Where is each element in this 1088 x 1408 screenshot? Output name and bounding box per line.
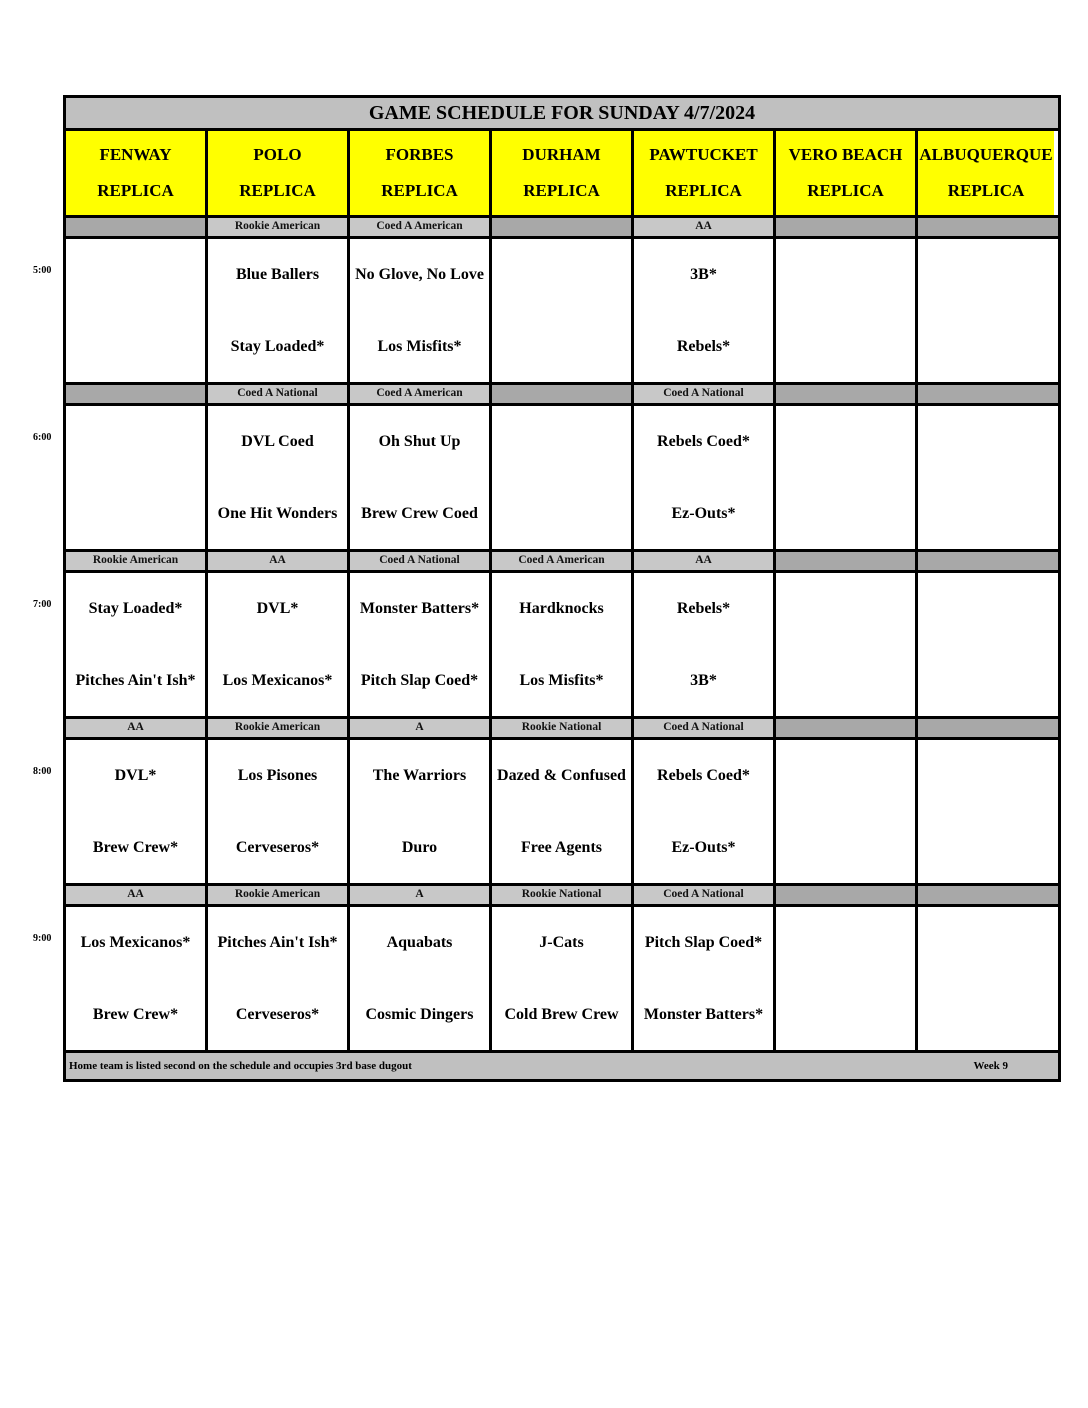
division-label xyxy=(492,218,634,236)
away-team xyxy=(918,253,1054,297)
field-name: VERO BEACH xyxy=(788,145,903,164)
division-label xyxy=(776,218,918,236)
home-team: Duro xyxy=(401,839,438,856)
time-label: 7:00 xyxy=(33,599,52,610)
division-label: Coed A National xyxy=(634,385,776,403)
game-cell xyxy=(492,406,634,549)
home-team xyxy=(776,502,915,526)
game-cell xyxy=(776,239,918,382)
field-name: ALBUQUERQUE xyxy=(919,145,1053,164)
division-label: Coed A American xyxy=(492,552,634,570)
away-team: DVL* xyxy=(114,767,157,784)
away-team: DVL Coed xyxy=(241,433,314,450)
home-team: Brew Crew* xyxy=(92,839,179,856)
home-team xyxy=(66,335,205,359)
game-cell xyxy=(492,740,634,883)
schedule-title: GAME SCHEDULE FOR SUNDAY 4/7/2024 xyxy=(66,98,1058,131)
home-team: Los Mexicanos* xyxy=(222,672,333,689)
home-team: Brew Crew* xyxy=(92,1006,179,1023)
division-label xyxy=(776,719,918,737)
away-team: 3B* xyxy=(690,266,717,283)
field-name: DURHAM xyxy=(522,145,601,164)
schedule-table xyxy=(63,95,1061,1082)
division-row xyxy=(66,552,1058,573)
home-team: Pitches Ain't Ish* xyxy=(75,672,196,689)
away-team xyxy=(776,587,915,631)
home-team xyxy=(776,335,915,359)
away-team xyxy=(918,587,1054,631)
away-team: Pitch Slap Coed* xyxy=(644,934,763,951)
away-team xyxy=(492,253,631,297)
game-cell xyxy=(776,406,918,549)
away-team xyxy=(66,253,205,297)
division-label: Rookie American xyxy=(66,552,208,570)
game-cell xyxy=(350,907,492,1050)
game-cell xyxy=(776,907,918,1050)
home-team: Pitch Slap Coed* xyxy=(360,672,479,689)
game-cell xyxy=(918,573,1054,716)
division-label: Coed A American xyxy=(350,218,492,236)
division-label: Coed A American xyxy=(350,385,492,403)
game-cell xyxy=(634,573,776,716)
away-team: Oh Shut Up xyxy=(378,433,461,450)
field-sub: REPLICA xyxy=(947,181,1025,200)
division-label: Coed A National xyxy=(350,552,492,570)
game-cell xyxy=(492,907,634,1050)
game-cell xyxy=(66,740,208,883)
game-cell xyxy=(66,907,208,1050)
division-row xyxy=(66,886,1058,907)
field-header-polo xyxy=(208,131,350,215)
home-team xyxy=(776,836,915,860)
division-label: Coed A National xyxy=(634,886,776,904)
game-cell xyxy=(634,740,776,883)
away-team: Rebels Coed* xyxy=(657,767,750,784)
game-cell xyxy=(776,573,918,716)
home-team: Ez-Outs* xyxy=(671,505,736,522)
game-cell xyxy=(492,239,634,382)
field-header-albuquerque xyxy=(918,131,1054,215)
division-label: Rookie National xyxy=(492,886,634,904)
division-label: Rookie American xyxy=(208,719,350,737)
away-team: Dazed & Confused xyxy=(497,767,626,784)
field-sub: REPLICA xyxy=(523,181,600,200)
division-label: Rookie American xyxy=(208,218,350,236)
away-team: Stay Loaded* xyxy=(88,600,183,617)
division-label xyxy=(918,218,1054,236)
division-row xyxy=(66,385,1058,406)
game-cell xyxy=(66,406,208,549)
game-cell xyxy=(918,406,1054,549)
home-team-note: Home team is listed second on the schedule and occupies 3rd base dugout xyxy=(69,1060,412,1072)
division-label xyxy=(918,886,1054,904)
home-team xyxy=(918,669,1054,693)
game-row xyxy=(66,406,1058,552)
away-team: Los Pisones xyxy=(237,767,318,784)
home-team: 3B* xyxy=(690,672,717,689)
game-cell xyxy=(350,573,492,716)
division-row xyxy=(66,719,1058,740)
schedule-footer xyxy=(66,1053,1058,1079)
home-team xyxy=(776,1003,915,1027)
away-team xyxy=(776,253,915,297)
division-label: AA xyxy=(634,552,776,570)
away-team: J-Cats xyxy=(539,934,584,951)
division-label: Coed A National xyxy=(634,719,776,737)
field-name: FENWAY xyxy=(99,145,172,164)
time-label: 8:00 xyxy=(33,766,52,777)
division-label xyxy=(66,218,208,236)
field-name: POLO xyxy=(253,145,302,164)
field-name: PAWTUCKET xyxy=(649,145,758,164)
away-team: Rebels* xyxy=(676,600,731,617)
game-cell xyxy=(634,406,776,549)
home-team: Los Misfits* xyxy=(377,338,462,355)
home-team xyxy=(918,836,1054,860)
home-team: Ez-Outs* xyxy=(671,839,736,856)
home-team xyxy=(918,1003,1054,1027)
division-label xyxy=(918,385,1054,403)
away-team: The Warriors xyxy=(372,767,467,784)
home-team: Cosmic Dingers xyxy=(365,1006,474,1023)
time-label: 5:00 xyxy=(33,265,52,276)
home-team xyxy=(918,502,1054,526)
field-header-fenway xyxy=(66,131,208,215)
game-cell xyxy=(208,239,350,382)
game-cell xyxy=(492,573,634,716)
away-team xyxy=(776,420,915,464)
division-label: Coed A National xyxy=(208,385,350,403)
field-sub: REPLICA xyxy=(239,181,316,200)
division-label: A xyxy=(350,719,492,737)
division-label xyxy=(492,385,634,403)
division-row xyxy=(66,218,1058,239)
home-team xyxy=(66,502,205,526)
away-team xyxy=(918,921,1054,965)
game-row xyxy=(66,907,1058,1053)
home-team: Stay Loaded* xyxy=(230,338,325,355)
game-cell xyxy=(350,239,492,382)
home-team: Cerveseros* xyxy=(235,839,320,856)
home-team xyxy=(776,669,915,693)
game-row xyxy=(66,239,1058,385)
home-team: Cerveseros* xyxy=(235,1006,320,1023)
field-header-pawtucket xyxy=(634,131,776,215)
division-label xyxy=(776,886,918,904)
division-label xyxy=(918,719,1054,737)
game-cell xyxy=(66,573,208,716)
away-team xyxy=(918,754,1054,798)
away-team xyxy=(776,754,915,798)
home-team xyxy=(492,335,631,359)
away-team: Pitches Ain't Ish* xyxy=(217,934,338,951)
field-header-row xyxy=(66,131,1058,218)
field-sub: REPLICA xyxy=(807,181,884,200)
game-cell xyxy=(208,406,350,549)
game-cell xyxy=(208,573,350,716)
game-cell xyxy=(776,740,918,883)
away-team xyxy=(918,420,1054,464)
game-cell xyxy=(350,406,492,549)
field-sub: REPLICA xyxy=(97,181,174,200)
field-header-durham xyxy=(492,131,634,215)
field-sub: REPLICA xyxy=(381,181,458,200)
game-cell xyxy=(918,907,1054,1050)
home-team: Los Misfits* xyxy=(519,672,604,689)
division-label xyxy=(918,552,1054,570)
division-label: A xyxy=(350,886,492,904)
game-row xyxy=(66,573,1058,719)
away-team: Monster Batters* xyxy=(359,600,480,617)
division-label xyxy=(66,385,208,403)
away-team xyxy=(492,420,631,464)
field-sub: REPLICA xyxy=(665,181,742,200)
division-label xyxy=(776,385,918,403)
time-label: 6:00 xyxy=(33,432,52,443)
away-team: Blue Ballers xyxy=(235,266,320,283)
game-cell xyxy=(634,907,776,1050)
game-cell xyxy=(918,239,1054,382)
game-cell xyxy=(208,907,350,1050)
division-label: Rookie National xyxy=(492,719,634,737)
game-cell xyxy=(208,740,350,883)
time-label: 9:00 xyxy=(33,933,52,944)
division-label: AA xyxy=(208,552,350,570)
away-team: No Glove, No Love xyxy=(355,266,484,283)
home-team xyxy=(492,502,631,526)
division-label: AA xyxy=(66,719,208,737)
away-team xyxy=(66,420,205,464)
away-team: Hardknocks xyxy=(519,600,604,617)
home-team: Cold Brew Crew xyxy=(504,1006,619,1023)
game-cell xyxy=(634,239,776,382)
away-team: Rebels Coed* xyxy=(657,433,750,450)
away-team xyxy=(776,921,915,965)
division-label: AA xyxy=(634,218,776,236)
home-team: Rebels* xyxy=(676,338,731,355)
game-row xyxy=(66,740,1058,886)
home-team xyxy=(918,335,1054,359)
home-team: Free Agents xyxy=(520,839,602,856)
game-cell xyxy=(918,740,1054,883)
division-label: Rookie American xyxy=(208,886,350,904)
game-cell xyxy=(66,239,208,382)
time-slots xyxy=(66,218,1058,1053)
division-label: AA xyxy=(66,886,208,904)
field-header-vero-beach xyxy=(776,131,918,215)
division-label xyxy=(776,552,918,570)
week-label: Week 9 xyxy=(973,1060,1008,1072)
home-team: Monster Batters* xyxy=(643,1006,764,1023)
home-team: Brew Crew Coed xyxy=(361,505,478,522)
field-header-forbes xyxy=(350,131,492,215)
home-team: One Hit Wonders xyxy=(217,505,338,522)
field-name: FORBES xyxy=(385,145,454,164)
game-cell xyxy=(350,740,492,883)
away-team: Los Mexicanos* xyxy=(80,934,191,951)
away-team: Aquabats xyxy=(386,934,453,951)
away-team: DVL* xyxy=(256,600,299,617)
